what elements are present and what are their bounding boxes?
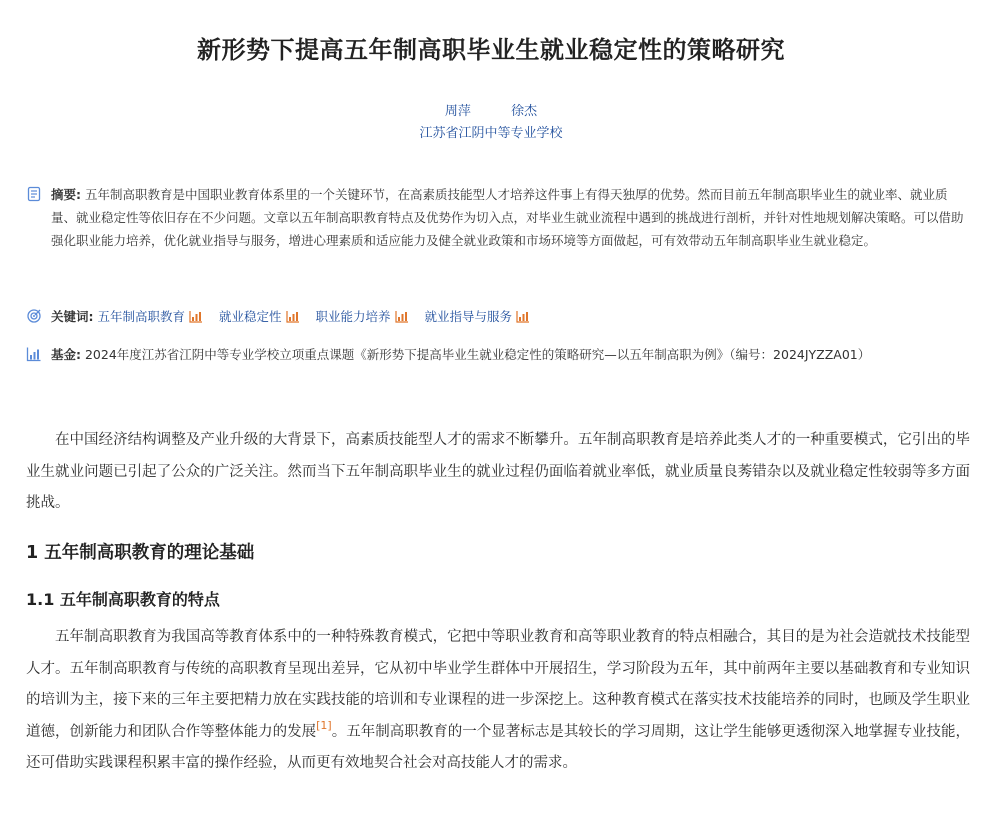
article-title: 新形势下提高五年制高职毕业生就业稳定性的策略研究 xyxy=(197,36,785,64)
author-list xyxy=(0,100,982,119)
abstract-text: 五年制高职教育是中国职业教育体系里的一个关键环节，在高素质技能型人才培养这件事上有得天独厚的优势。然而目前五年制高职毕业生的就业率、就业质量、就业稳定性等依旧存在不少问题。文章以五年制高职教育特点及优势作为切入点，对毕业生就业流程中遇到的挑战进行剖析，并针对性地规划解决策略。可以借助强化职业能力培养，优化就业指导与服务，增进心理素质和适应能力及健全就业政策和市场环境等方面做起，可有效带动五年制高职毕业生就业稳定。 xyxy=(51,187,964,248)
keywords-label: 关键词: xyxy=(51,309,94,324)
target-icon xyxy=(26,308,42,324)
document-icon xyxy=(26,186,42,202)
keyword-link[interactable]: 就业稳定性 xyxy=(218,309,282,324)
abstract-label: 摘要: xyxy=(51,187,81,202)
chart-link-icon[interactable] xyxy=(189,310,203,323)
chart-link-icon[interactable] xyxy=(395,310,409,323)
keyword-link[interactable]: 就业指导与服务 xyxy=(424,309,512,324)
chart-link-icon[interactable] xyxy=(516,310,530,323)
paragraph-text: 。五年制高职教育的一个显著标志是其较长的学习周期，这让学生能够更透彻深入地掌握专业技能，还可借助实践课程积累丰富的操作经验，从而更有效地契合社会对高技能人才的需求。 xyxy=(26,723,971,771)
intro-paragraph: 在中国经济结构调整及产业升级的大背景下，高素质技能型人才的需求不断攀升。五年制高职教育是培养此类人才的一种重要模式，它引出的毕业生就业问题已引起了公众的广泛关注。然而当下五年制高职毕业生的就业过程仍面临着就业率低，就业质量良莠错杂以及就业稳定性较弱等多方面挑战。 xyxy=(26,432,970,511)
fund-text: 2024年度江苏省江阴中等专业学校立项重点课题《新形势下提高毕业生就业稳定性的策略研究—以五年制高职为例》（编号：2024JYZZA01） xyxy=(84,347,871,362)
paragraph-text: 五年制高职教育为我国高等教育体系中的一种特殊教育模式，它把中等职业教育和高等职业教育的特点相融合，其目的是为社会造就技术技能型人才。五年制高职教育与传统的高职教育呈现出差异，它从初中毕业学生群体中开展招生，学习阶段为五年，其中前两年主要以基础教育和专业知识的培训为主，接下来的三年主要把精力放在实践技能的培训和专业课程的进一步深挖上。这种教育模式在落实技术技能培养的同时，也顾及学生职业道德，创新能力和团队合作等整体能力的发展 xyxy=(26,629,970,740)
fund-label: 基金: xyxy=(51,347,81,362)
bar-chart-icon xyxy=(26,346,42,362)
body-paragraph xyxy=(26,622,970,780)
reference-link[interactable]: [1] xyxy=(316,718,332,732)
subsection-heading: 1.1 五年制高职教育的特点 xyxy=(26,590,220,609)
keyword-link[interactable]: 五年制高职教育 xyxy=(97,309,185,324)
author-link[interactable]: 徐杰 xyxy=(511,104,538,119)
section-heading: 1 五年制高职教育的理论基础 xyxy=(26,543,255,563)
chart-link-icon[interactable] xyxy=(286,310,300,323)
author-link[interactable]: 周萍 xyxy=(444,104,471,119)
keyword-link[interactable]: 职业能力培养 xyxy=(315,309,391,324)
affiliation-link[interactable]: 江苏省江阴中等专业学校 xyxy=(419,126,563,141)
